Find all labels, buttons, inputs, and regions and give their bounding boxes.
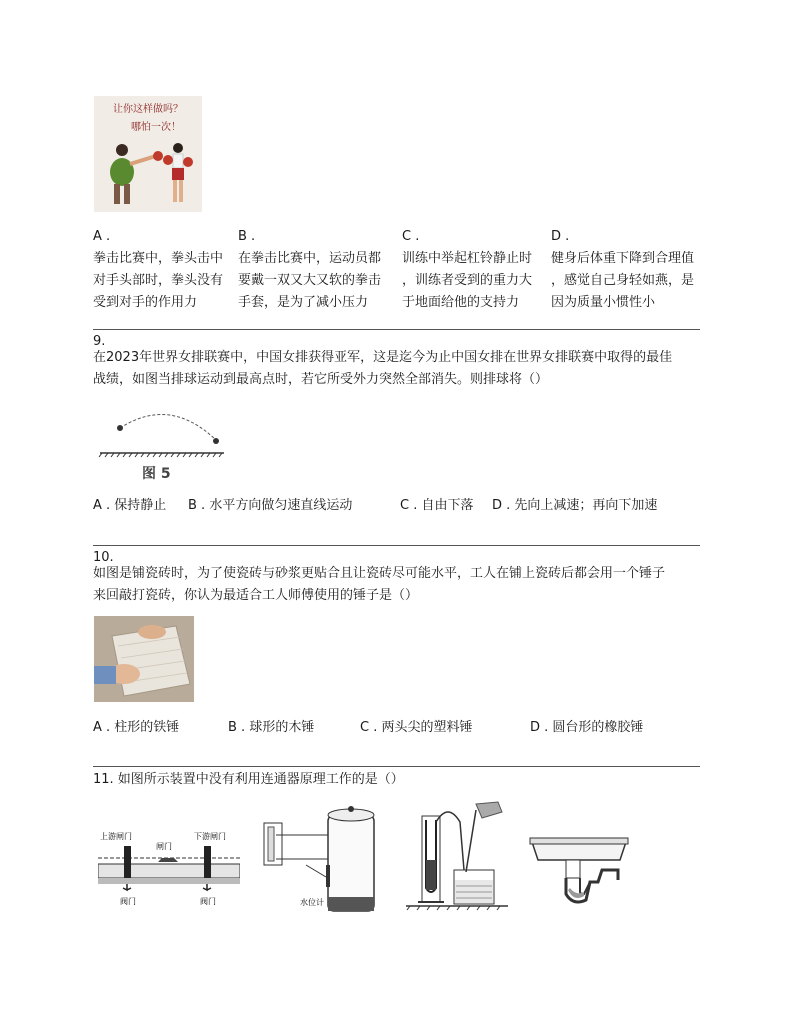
q8-option-a[interactable]: A . 拳击比赛中，拳头击中 对手头部时，拳头没有 受到对手的作用力 <box>93 229 224 310</box>
q9-option-c[interactable]: C . 自由下落 <box>400 498 474 513</box>
q9-stem-line1: 在2023年世界女排联赛中，中国女排获得亚军，这是迄今为止中国女排在世界女排联赛中取得的最佳 <box>93 350 673 365</box>
q9-option-d[interactable]: D . 先向上减速；再向下加速 <box>492 498 658 513</box>
boxing-photo <box>94 96 202 212</box>
q10-number: 10. <box>93 550 114 565</box>
q8-option-c[interactable]: C . 训练中举起杠铃静止时 ，训练者受到的重力大 于地面给他的支持力 <box>402 229 533 310</box>
label-valve-right: 阀门 <box>200 897 216 906</box>
q11-stem: 11. 如图所示装置中没有利用连通器原理工作的是（） <box>93 772 404 787</box>
q10-option-d[interactable]: D . 圆台形的橡胶锤 <box>530 720 644 735</box>
label-downstream-gate: 下游闸门 <box>194 832 226 841</box>
label-gate: 闸门 <box>156 842 172 851</box>
q8-option-b[interactable]: B . 在拳击比赛中，运动员都 要戴一双又大又软的拳击 手套，是为了减小压力 <box>238 229 382 310</box>
q8-option-d[interactable]: D . 健身后体重下降到合理值 ，感觉自己身轻如燕，是 因为质量小惯性小 <box>551 229 695 310</box>
divider <box>93 329 700 330</box>
q9-number: 9. <box>93 334 106 349</box>
q10-option-b[interactable]: B . 球形的木锤 <box>228 720 315 735</box>
photo-caption-2: 哪怕一次！ <box>131 122 181 133</box>
q9-option-b[interactable]: B . 水平方向做匀速直线运动 <box>188 498 353 513</box>
divider <box>93 545 700 546</box>
photo-caption-1: 让你这样做吗？ <box>113 104 183 115</box>
q10-stem-line1: 如图是铺瓷砖时，为了使瓷砖与砂浆更贴合且让瓷砖尽可能水平，工人在铺上瓷砖后都会用一个锤子 <box>93 566 666 581</box>
q10-stem-line2: 来回敲打瓷砖，你认为最适合工人师傅使用的锤子是（） <box>93 588 419 603</box>
label-upstream-gate: 上游闸门 <box>100 832 132 841</box>
q9-option-a[interactable]: A . 保持静止 <box>93 498 167 513</box>
figure-label: 图 5 <box>142 466 171 482</box>
label-valve-left: 阀门 <box>120 897 136 906</box>
sink-trap-diagram[interactable] <box>528 830 630 912</box>
q10-option-a[interactable]: A . 柱形的铁锤 <box>93 720 180 735</box>
q10-option-c[interactable]: C . 两头尖的塑料锤 <box>360 720 473 735</box>
pressure-gauge-diagram[interactable] <box>404 800 510 914</box>
q9-stem-line2: 战绩，如图当排球运动到最高点时，若它所受外力突然全部消失。则排球将（） <box>93 372 549 387</box>
divider <box>93 766 700 767</box>
tile-photo <box>94 616 194 702</box>
label-water-gauge: 水位计 <box>300 898 324 907</box>
ship-lock-diagram[interactable] <box>98 828 240 912</box>
boiler-diagram[interactable] <box>258 805 378 915</box>
